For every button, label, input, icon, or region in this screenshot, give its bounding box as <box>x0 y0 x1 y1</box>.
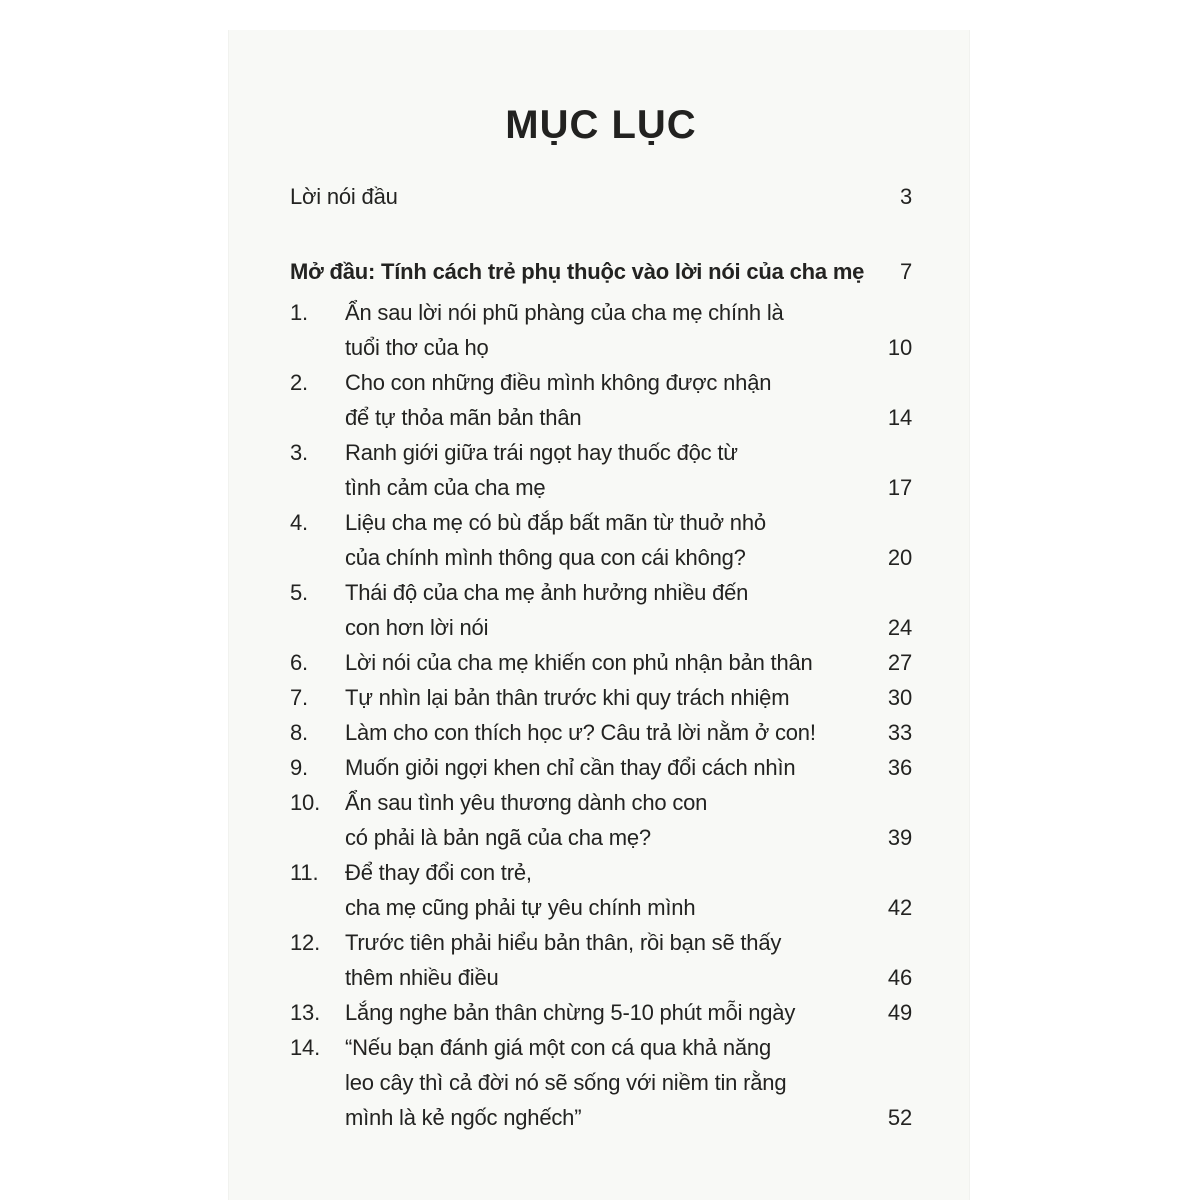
entry-text-line: Trước tiên phải hiểu bản thân, rồi bạn sẽ thấy <box>345 930 782 955</box>
entry-number: 11. <box>290 860 319 885</box>
entry-number: 2. <box>290 370 308 395</box>
entry-text-line: Liệu cha mẹ có bù đắp bất mãn từ thuở nhỏ <box>345 510 766 535</box>
entry-text <box>345 645 876 680</box>
entry-text <box>345 715 876 750</box>
entry-number: 12. <box>290 930 320 955</box>
entry-text-line: mình là kẻ ngốc nghếch” <box>345 1105 582 1130</box>
toc-entry-list <box>290 295 912 1135</box>
toc-intro-row <box>290 254 912 289</box>
entry-text <box>345 575 876 645</box>
entry-text-line: tình cảm của cha mẹ <box>345 475 546 500</box>
entry-text-line: Lời nói của cha mẹ khiến con phủ nhận bản thân <box>345 650 813 675</box>
entry-page-number: 39 <box>887 825 912 850</box>
toc-entry <box>290 855 912 925</box>
book-page <box>228 30 970 1200</box>
entry-page-number: 30 <box>887 685 912 710</box>
entry-page-number: 14 <box>887 405 912 430</box>
entry-text <box>345 855 876 925</box>
entry-text-line: Ẩn sau lời nói phũ phàng của cha mẹ chính là <box>345 300 784 325</box>
entry-text-line: Để thay đổi con trẻ, <box>345 860 532 885</box>
entry-text-line: của chính mình thông qua con cái không? <box>345 545 746 570</box>
entry-text-line: Làm cho con thích học ư? Câu trả lời nằm ở con! <box>345 720 816 745</box>
toc-entry <box>290 750 912 785</box>
entry-text <box>345 995 876 1030</box>
entry-text-line: cha mẹ cũng phải tự yêu chính mình <box>345 895 696 920</box>
toc-preface-row <box>290 179 912 214</box>
toc-entry <box>290 1030 912 1135</box>
entry-page-number: 46 <box>887 965 912 990</box>
entry-number: 13. <box>290 1000 320 1025</box>
entry-text-line: Lắng nghe bản thân chừng 5-10 phút mỗi ngày <box>345 1000 796 1025</box>
entry-text-line: để tự thỏa mãn bản thân <box>345 405 582 430</box>
toc-entry <box>290 785 912 855</box>
entry-page-number: 52 <box>887 1105 912 1130</box>
entry-text <box>345 365 876 435</box>
toc-entry <box>290 645 912 680</box>
toc-entry <box>290 925 912 995</box>
entry-number: 10. <box>290 790 320 815</box>
entry-page-number: 49 <box>887 1000 912 1025</box>
entry-number: 6. <box>290 650 308 675</box>
entry-number: 7. <box>290 685 308 710</box>
entry-number: 14. <box>290 1035 320 1060</box>
toc-entry <box>290 505 912 575</box>
page-title: MỤC LỤC <box>505 103 697 147</box>
entry-page-number: 10 <box>887 335 912 360</box>
entry-text <box>345 435 876 505</box>
toc-entry <box>290 995 912 1030</box>
entry-text <box>345 680 876 715</box>
entry-text-line: có phải là bản ngã của cha mẹ? <box>345 825 651 850</box>
entry-text <box>345 505 876 575</box>
entry-page-number: 33 <box>887 720 912 745</box>
entry-number: 3. <box>290 440 308 465</box>
entry-text <box>345 750 876 785</box>
entry-number: 4. <box>290 510 308 535</box>
entry-text-line: Ranh giới giữa trái ngọt hay thuốc độc từ <box>345 440 738 465</box>
entry-number: 9. <box>290 755 308 780</box>
toc-entry <box>290 295 912 365</box>
entry-text-line: Tự nhìn lại bản thân trước khi quy trách nhiệm <box>345 685 790 710</box>
entry-number: 8. <box>290 720 308 745</box>
entry-text <box>345 1030 876 1135</box>
entry-page-number: 42 <box>887 895 912 920</box>
entry-text <box>345 295 876 365</box>
entry-text-line: Muốn giỏi ngợi khen chỉ cần thay đổi cách nhìn <box>345 755 796 780</box>
entry-text <box>345 925 876 995</box>
toc-entry <box>290 575 912 645</box>
preface-label: Lời nói đầu <box>290 184 398 209</box>
entry-text-line: Thái độ của cha mẹ ảnh hưởng nhiều đến <box>345 580 749 605</box>
entry-page-number: 17 <box>887 475 912 500</box>
entry-text-line: Ẩn sau tình yêu thương dành cho con <box>345 790 708 815</box>
entry-number: 1. <box>290 300 308 325</box>
intro-page-number: 7 <box>899 259 912 284</box>
preface-page-number: 3 <box>899 184 912 209</box>
intro-label: Mở đầu: Tính cách trẻ phụ thuộc vào lời nói của cha mẹ <box>290 259 865 284</box>
entry-number: 5. <box>290 580 308 605</box>
toc-entry <box>290 715 912 750</box>
entry-page-number: 27 <box>887 650 912 675</box>
entry-text-line: Cho con những điều mình không được nhận <box>345 370 772 395</box>
entry-text-line: tuổi thơ của họ <box>345 335 489 360</box>
entry-text-line: con hơn lời nói <box>345 615 489 640</box>
entry-text <box>345 785 876 855</box>
entry-page-number: 24 <box>887 615 912 640</box>
toc-entry <box>290 680 912 715</box>
entry-text-line: “Nếu bạn đánh giá một con cá qua khả năng <box>345 1035 771 1060</box>
entry-page-number: 20 <box>887 545 912 570</box>
toc-entry <box>290 365 912 435</box>
entry-text-line: leo cây thì cả đời nó sẽ sống với niềm tin rằng <box>345 1070 787 1095</box>
entry-page-number: 36 <box>887 755 912 780</box>
entry-text-line: thêm nhiều điều <box>345 965 499 990</box>
toc-entry <box>290 435 912 505</box>
